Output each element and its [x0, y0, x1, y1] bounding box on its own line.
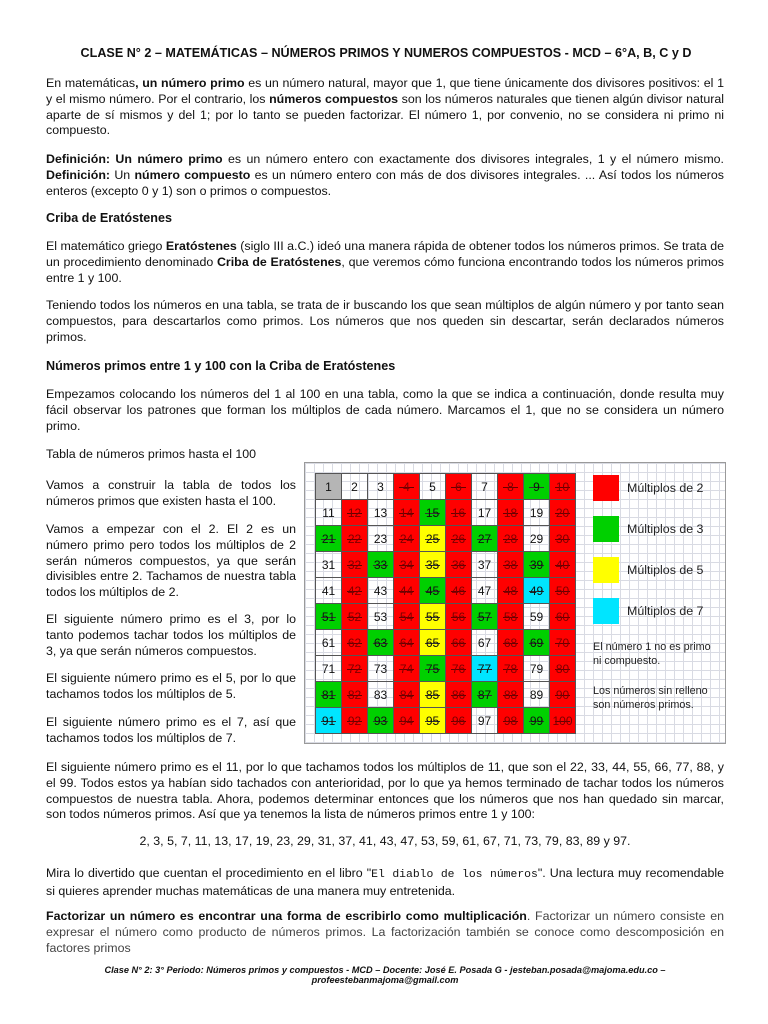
sieve-cell-4: 4	[394, 474, 420, 500]
side-step-intro: Vamos a construir la tabla de todos los números primos que existen hasta el 100.	[46, 478, 296, 508]
sieve-cell-64: 64	[394, 630, 420, 656]
sieve-cell-82: 82	[342, 682, 368, 708]
sieve-cell-23: 23	[368, 526, 394, 552]
legend-row-3	[593, 516, 721, 542]
sieve-cell-2: 2	[342, 474, 368, 500]
sieve-cell-18: 18	[498, 500, 524, 526]
sieve-cell-41: 41	[316, 578, 342, 604]
sieve-cell-66: 66	[446, 630, 472, 656]
sieve-cell-45: 45	[420, 578, 446, 604]
sieve-cell-29: 29	[524, 526, 550, 552]
criba-bold-criba: Criba de Eratóstenes	[216, 254, 342, 269]
sieve-cell-57: 57	[472, 604, 498, 630]
sieve-cell-12: 12	[342, 500, 368, 526]
sieve-cell-51: 51	[316, 604, 342, 630]
intro-paragraph	[46, 76, 724, 139]
sieve-cell-19: 19	[524, 500, 550, 526]
sieve-cell-75: 75	[420, 656, 446, 682]
sieve-cell-53: 53	[368, 604, 394, 630]
note-no-fill: Los números sin relleno son números primos.	[593, 685, 708, 711]
criba-text-3: , que veremos cómo funciona encontrando todos los números primos entre 1 y 100.	[46, 254, 724, 285]
sieve-cell-6: 6	[446, 474, 472, 500]
legend-swatch-2	[593, 475, 619, 501]
sieve-cell-10: 10	[550, 474, 576, 500]
sieve-cell-94: 94	[394, 708, 420, 734]
sieve-cell-59: 59	[524, 604, 550, 630]
sieve-cell-40: 40	[550, 552, 576, 578]
sieve-cell-68: 68	[498, 630, 524, 656]
sieve-cell-31: 31	[316, 552, 342, 578]
definition-2-bold: número compuesto	[134, 167, 251, 182]
sieve-cell-86: 86	[446, 682, 472, 708]
definition-1-label: Definición: Un número primo	[46, 152, 223, 166]
factor-bold: Factorizar un número es encontrar una forma de escribirlo como multiplicación	[46, 909, 527, 923]
legend-row-7	[593, 598, 721, 624]
sieve-cell-79: 79	[524, 656, 550, 682]
sieve-cell-7: 7	[472, 474, 498, 500]
sieve-cell-74: 74	[394, 656, 420, 682]
definition-2-label: Definición:	[46, 167, 111, 182]
sieve-cell-30: 30	[550, 526, 576, 552]
sieve-cell-92: 92	[342, 708, 368, 734]
book-text-2: ". Una lectura muy recomendable si quieres aprender muchas matemáticas de una manera muy entretenida.	[46, 866, 724, 898]
criba-bold-eratostenes: Eratóstenes	[165, 239, 237, 253]
sieve-cell-17: 17	[472, 500, 498, 526]
sieve-cell-83: 83	[368, 682, 394, 708]
sieve-cell-62: 62	[342, 630, 368, 656]
sieve-cell-35: 35	[420, 552, 446, 578]
sieve-cell-47: 47	[472, 578, 498, 604]
sieve-cell-65: 65	[420, 630, 446, 656]
intro-text-2: es un número natural, mayor que 1, que tiene únicamente dos divisores positivos: el 1 y el mismo número. Por el contrario, los	[46, 76, 724, 106]
sieve-cell-96: 96	[446, 708, 472, 734]
sieve-cell-46: 46	[446, 578, 472, 604]
sieve-cell-97: 97	[472, 708, 498, 734]
sieve-cell-8: 8	[498, 474, 524, 500]
sieve-cell-1: 1	[316, 474, 342, 500]
sieve-cell-61: 61	[316, 630, 342, 656]
sieve-cell-36: 36	[446, 552, 472, 578]
sieve-cell-22: 22	[342, 526, 368, 552]
table-paragraph: Teniendo todos los números en una tabla, se trata de ir buscando los que sean múltiplos de algún número y por tanto sean compuestos, para descartarlos como primos. Los números que nos queden sin descartar, serán declarados números primos.	[46, 298, 724, 344]
sieve-figure	[304, 462, 726, 744]
side-caption: Tabla de números primos hasta el 100	[46, 447, 257, 461]
sieve-cell-99: 99	[524, 708, 550, 734]
eleven-paragraph: El siguiente número primo es el 11, por lo que tachamos todos los múltiplos de 11, que son el 22, 33, 44, 55, 66, 77, 88, y el 99. Todos estos ya habían sido tachados con anterioridad, por lo que ya hemos terminado de tachar todos los números compuestos de nuestra tabla. Ahora, podemos determinar entonces que los números que nos han quedado sin marcar, son todos números primos. Así que ya tenemos la lista de números primos entre 1 y 100:	[46, 760, 724, 822]
sieve-cell-56: 56	[446, 604, 472, 630]
legend-label-5: Múltiplos de 5	[627, 563, 704, 577]
sieve-cell-48: 48	[498, 578, 524, 604]
criba-paragraph	[46, 239, 724, 286]
sieve-cell-15: 15	[420, 500, 446, 526]
sieve-cell-55: 55	[420, 604, 446, 630]
sieve-cell-95: 95	[420, 708, 446, 734]
sieve-cell-49: 49	[524, 578, 550, 604]
intro-text-3: son los números naturales que tienen algún divisor natural aparte de sí mismos y del 1; por lo tanto se pueden factorizar. El número 1, por convenio, no se considera ni primo ni compuesto.	[46, 91, 725, 138]
legend-label-2: Múltiplos de 2	[627, 481, 704, 495]
sieve-cell-70: 70	[550, 630, 576, 656]
sieve-cell-34: 34	[394, 552, 420, 578]
sieve-cell-25: 25	[420, 526, 446, 552]
sieve-cell-39: 39	[524, 552, 550, 578]
sieve-cell-11: 11	[316, 500, 342, 526]
sieve-cell-77: 77	[472, 656, 498, 682]
sieve-cell-71: 71	[316, 656, 342, 682]
sieve-cell-67: 67	[472, 630, 498, 656]
sieve-cell-52: 52	[342, 604, 368, 630]
sieve-cell-88: 88	[498, 682, 524, 708]
definition-1-text: es un número entero con exactamente dos divisores integrales, 1 y el número mismo.	[222, 152, 724, 166]
sieve-cell-37: 37	[472, 552, 498, 578]
sieve-cell-72: 72	[342, 656, 368, 682]
side-step-5: El siguiente número primo es el 5, por lo que tachamos todos los múltiplos de 5.	[46, 671, 296, 701]
legend-swatch-5	[593, 557, 619, 583]
book-text-1: Mira lo divertido que cuentan el procedimiento en el libro "	[46, 866, 372, 880]
sieve-cell-43: 43	[368, 578, 394, 604]
sieve-cell-9: 9	[524, 474, 550, 500]
sieve-cell-73: 73	[368, 656, 394, 682]
factor-paragraph	[46, 909, 724, 956]
intro-text-1: En matemáticas	[46, 76, 136, 90]
sieve-cell-60: 60	[550, 604, 576, 630]
sieve-cell-16: 16	[446, 500, 472, 526]
sieve-cell-14: 14	[394, 500, 420, 526]
definition-2-text-a: Un	[110, 167, 135, 182]
sieve-cell-76: 76	[446, 656, 472, 682]
criba-heading: Criba de Eratóstenes	[46, 211, 172, 225]
sieve-cell-42: 42	[342, 578, 368, 604]
legend-swatch-3	[593, 516, 619, 542]
page-title: CLASE N° 2 – MATEMÁTICAS – NÚMEROS PRIMOS Y NUMEROS COMPUESTOS - MCD – 6°A, B, C y D	[80, 46, 692, 60]
criba-text-1: El matemático griego	[46, 239, 166, 253]
sieve-cell-90: 90	[550, 682, 576, 708]
intro-bold-primo: número primo	[161, 76, 245, 90]
sieve-cell-69: 69	[524, 630, 550, 656]
sieve-cell-85: 85	[420, 682, 446, 708]
sieve-cell-58: 58	[498, 604, 524, 630]
legend-row-2	[593, 475, 721, 501]
note-number-one: El número 1 no es primo ni compuesto.	[593, 641, 711, 667]
book-title: El diablo de los números	[371, 869, 538, 881]
sieve-cell-44: 44	[394, 578, 420, 604]
legend-label-7: Múltiplos de 7	[627, 604, 704, 618]
sieve-cell-28: 28	[498, 526, 524, 552]
sieve-cell-13: 13	[368, 500, 394, 526]
sieve-cell-21: 21	[316, 526, 342, 552]
sieve-legend	[593, 475, 721, 639]
sieve-cell-24: 24	[394, 526, 420, 552]
sieve-cell-32: 32	[342, 552, 368, 578]
sieve-cell-26: 26	[446, 526, 472, 552]
sieve-cell-93: 93	[368, 708, 394, 734]
sieve-cell-3: 3	[368, 474, 394, 500]
sieve-cell-78: 78	[498, 656, 524, 682]
sieve-cell-89: 89	[524, 682, 550, 708]
start-paragraph: Empezamos colocando los números del 1 al 100 en una tabla, como la que se indica a continuación, donde resulta muy fácil observar los patrones que forman los múltiplos de cada número. Marcamos el 1, que no se considera un número primo.	[46, 387, 724, 433]
side-step-3: El siguiente número primo es el 3, por lo tanto podemos tachar todos los múltiplos de 3, ya que serán números compuestos.	[46, 612, 296, 658]
sieve-cell-5: 5	[420, 474, 446, 500]
sieve-cell-98: 98	[498, 708, 524, 734]
side-step-2: Vamos a empezar con el 2. El 2 es un número primo pero todos los múltiplos de 2 serán números compuestos, ya que serán divisibles entre 2. Tachamos de nuestra tabla todos los múltiplos de 2.	[46, 522, 296, 600]
legend-label-3: Múltiplos de 3	[627, 522, 704, 536]
primes-list: 2, 3, 5, 7, 11, 13, 17, 19, 23, 29, 31, 37, 41, 43, 47, 53, 59, 61, 67, 71, 73, 79, 83, 89 y 97.	[139, 834, 631, 848]
definition-2-text: es un número entero con más de dos divisores integrales. ... Así todos los números enteros (excepto 0 y 1) son o primos o compuestos.	[46, 167, 724, 198]
sieve-cell-54: 54	[394, 604, 420, 630]
intro-bold-compuestos: números compuestos	[269, 91, 399, 106]
sieve-cell-81: 81	[316, 682, 342, 708]
intro-comma: , un	[135, 76, 162, 90]
sieve-cell-27: 27	[472, 526, 498, 552]
legend-row-5	[593, 557, 721, 583]
book-paragraph	[46, 866, 724, 900]
sieve-cell-100: 100	[550, 708, 576, 734]
criba-text-2: (siglo III a.C.) ideó una manera rápida de obtener todos los números primos. Se trata de un procedimiento denominado	[46, 239, 724, 269]
sieve-cell-38: 38	[498, 552, 524, 578]
primes-heading: Números primos entre 1 y 100 con la Criba de Eratóstenes	[46, 359, 396, 373]
factor-text: . Factorizar un número consiste en expresar el número como producto de números primos. La factorización también se conoce como descomposición en factores primos	[46, 909, 724, 955]
sieve-cell-91: 91	[316, 708, 342, 734]
page-footer: Clase N° 2: 3° Periodo: Números primos y compuestos - MCD – Docente: José E. Posada G - jesteban.posada@majoma.edu.co – profeestebanmajoma@gmail.com	[104, 965, 666, 985]
definitions-paragraph	[46, 152, 724, 199]
sieve-grid	[315, 473, 576, 734]
side-step-7: El siguiente número primo es el 7, así que tachamos todos los múltiplos de 7.	[46, 715, 296, 745]
sieve-cell-87: 87	[472, 682, 498, 708]
sieve-cell-50: 50	[550, 578, 576, 604]
sieve-cell-63: 63	[368, 630, 394, 656]
legend-swatch-7	[593, 598, 619, 624]
sieve-cell-80: 80	[550, 656, 576, 682]
sieve-cell-84: 84	[394, 682, 420, 708]
sieve-cell-20: 20	[550, 500, 576, 526]
sieve-cell-33: 33	[368, 552, 394, 578]
